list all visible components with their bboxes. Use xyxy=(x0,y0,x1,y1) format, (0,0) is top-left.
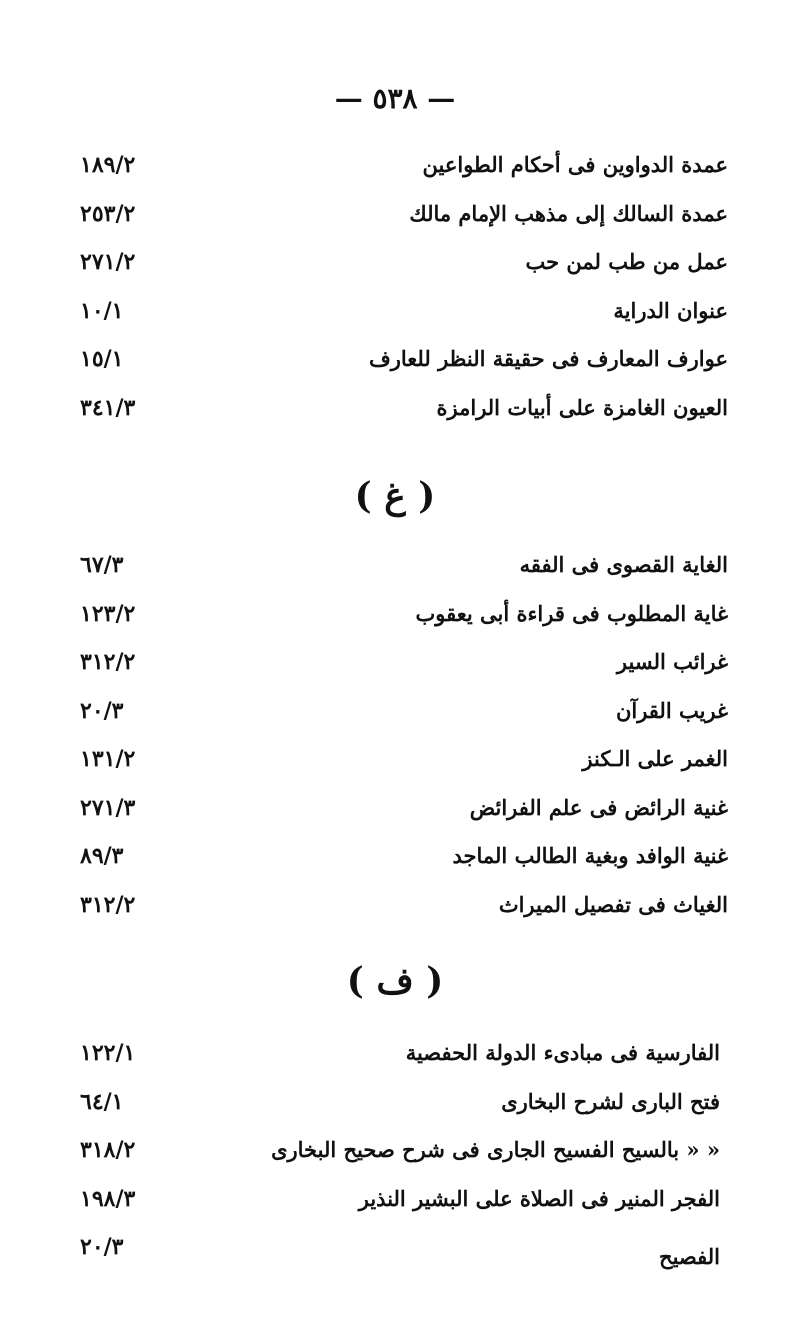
entry-title: عوارف المعارف فى حقيقة النظر للعارف xyxy=(368,346,728,371)
index-entry xyxy=(0,298,790,347)
entry-page-ref: ٦٧/٣ xyxy=(80,552,124,578)
index-entry xyxy=(0,892,790,941)
section-ghayn xyxy=(0,552,790,940)
index-entry xyxy=(0,1089,790,1138)
index-entry xyxy=(0,1040,790,1089)
entry-page-ref: ١٢٣/٢ xyxy=(80,600,136,627)
entry-title: العيون الغامزة على أبيات الرامزة xyxy=(436,394,728,420)
entry-title: الفجر المنير فى الصلاة على البشير النذير xyxy=(358,1185,720,1211)
entry-page-ref: ٢٠/٣ xyxy=(80,1234,124,1260)
index-entry xyxy=(0,1234,790,1283)
index-entry xyxy=(0,201,790,250)
index-entry xyxy=(0,1137,790,1186)
section-ayn xyxy=(0,152,790,443)
index-entry xyxy=(0,746,790,795)
entry-page-ref: ٣١٨/٢ xyxy=(80,1137,136,1163)
entry-title: الغاية القصوى فى الفقه xyxy=(519,552,728,577)
entry-title: غنية الوافد وبغية الطالب الماجد xyxy=(452,843,728,868)
entry-title: فتح البارى لشرح البخارى xyxy=(501,1088,720,1114)
section-fa xyxy=(0,1040,790,1283)
entry-page-ref: ٦٤/١ xyxy=(80,1088,124,1115)
entry-page-ref: ٨٩/٣ xyxy=(80,843,124,869)
entry-page-ref: ٣٤١/٣ xyxy=(80,394,136,421)
entry-title: غنية الرائض فى علم الفرائض xyxy=(469,794,728,820)
index-entry xyxy=(0,395,790,444)
entry-title: الفصيح xyxy=(659,1244,720,1269)
section-heading-fa: ( ف ) xyxy=(346,960,444,1002)
entry-page-ref: ٣١٢/٢ xyxy=(80,891,136,918)
entry-title: غاية المطلوب فى قراءة أبى يعقوب xyxy=(415,600,728,626)
index-entry xyxy=(0,649,790,698)
entry-title: عمدة الدواوين فى أحكام الطواعين xyxy=(422,152,728,177)
entry-page-ref: ٢٧١/٢ xyxy=(80,249,136,275)
entry-page-ref: ١٢٢/١ xyxy=(80,1040,136,1066)
entry-page-ref: ١٠/١ xyxy=(80,297,124,324)
entry-page-ref: ٢٧١/٣ xyxy=(80,794,136,821)
index-entry xyxy=(0,152,790,201)
entry-title: غرائب السير xyxy=(616,649,728,674)
index-entry xyxy=(0,843,790,892)
entry-title: « « بالسيح الفسيح الجارى فى شرح صحيح البخارى xyxy=(271,1137,720,1162)
index-entry xyxy=(0,552,790,601)
entry-page-ref: ٢٠/٣ xyxy=(80,697,124,724)
entry-page-ref: ١٨٩/٢ xyxy=(80,152,136,178)
entry-title: الغياث فى تفصيل الميراث xyxy=(498,891,728,917)
entry-page-ref: ٣١٢/٢ xyxy=(80,649,136,675)
index-entry xyxy=(0,698,790,747)
index-entry xyxy=(0,346,790,395)
entry-page-ref: ١٩٨/٣ xyxy=(80,1185,136,1212)
entry-title: الغمر على الـكنز xyxy=(582,746,728,771)
index-entry xyxy=(0,249,790,298)
entry-page-ref: ٢٥٣/٢ xyxy=(80,200,136,227)
entry-title: عمل من طب لمن حب xyxy=(525,249,728,274)
entry-title: عنوان الدراية xyxy=(613,297,728,323)
entry-title: غريب القرآن xyxy=(615,697,728,723)
entry-title: عمدة السالك إلى مذهب الإمام مالك xyxy=(409,200,728,226)
section-heading-ghayn: ( غ ) xyxy=(354,475,436,517)
entry-page-ref: ١٥/١ xyxy=(80,346,124,372)
entry-title: الفارسية فى مبادىء الدولة الحفصية xyxy=(405,1040,720,1065)
entry-page-ref: ١٣١/٢ xyxy=(80,746,136,772)
page-number: — ٥٣٨ — xyxy=(334,82,456,115)
index-entry xyxy=(0,795,790,844)
index-entry xyxy=(0,1186,790,1235)
index-entry xyxy=(0,601,790,650)
